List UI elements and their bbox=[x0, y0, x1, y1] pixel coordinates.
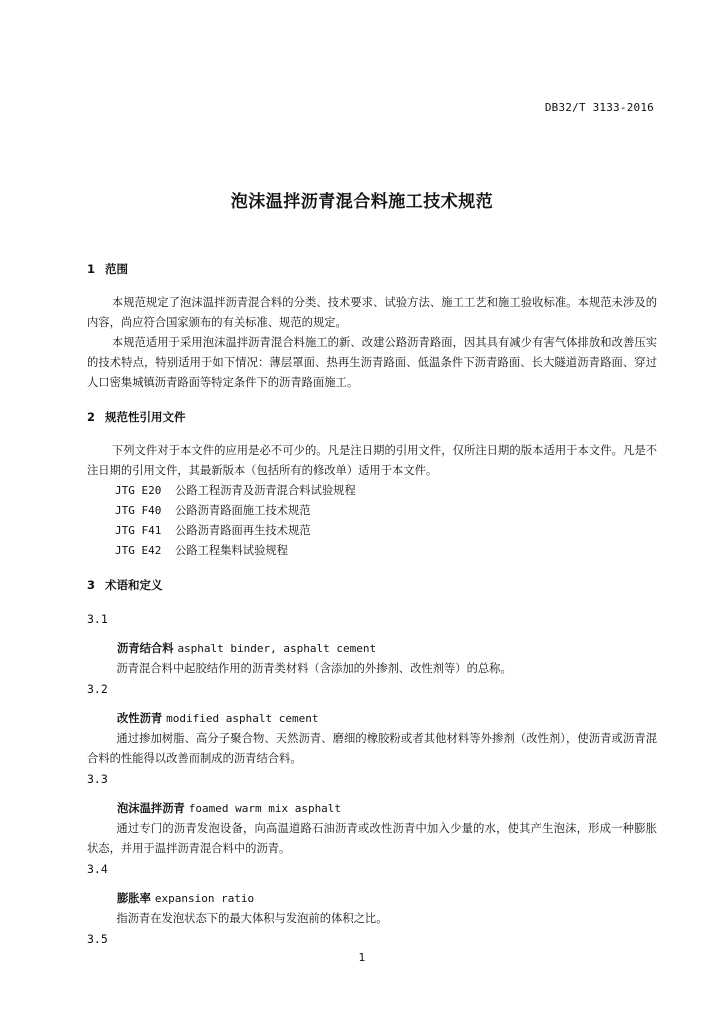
term-title bbox=[117, 889, 657, 909]
reference-code: JTG E42 bbox=[115, 544, 162, 557]
section-title: 范围 bbox=[105, 262, 128, 276]
reference-list bbox=[115, 481, 657, 561]
paragraph: 本规范适用于采用泡沫温拌沥青混合料施工的新、改建公路沥青路面，因其具有减少有害气体排放和改善压实的技术特点，特别适用于如下情况：薄层罩面、热再生沥青路面、低温条件下沥青路面、长大隧道沥青路面、穿过人口密集城镇沥青路面等特定条件下的沥青路面施工。 bbox=[87, 336, 657, 389]
term-definition: 沥青混合料中起胶结作用的沥青类材料（含添加的外掺剂、改性剂等）的总称。 bbox=[116, 662, 512, 675]
term-name-en: modified asphalt cement bbox=[166, 712, 319, 725]
term-number: 3.4 bbox=[87, 862, 108, 876]
term-definition: 通过专门的沥青发泡设备，向高温道路石油沥青或改性沥青中加入少量的水，使其产生泡沫，形成一种膨胀状态，并用于温拌沥青混合料中的沥青。 bbox=[87, 822, 657, 855]
term-definition: 通过掺加树脂、高分子聚合物、天然沥青、磨细的橡胶粉或者其他材料等外掺剂（改性剂），使沥青或沥青混合料的性能得以改善而制成的沥青结合料。 bbox=[87, 732, 657, 765]
term-title bbox=[117, 799, 657, 819]
reference-name: 公路工程集料试验规程 bbox=[175, 544, 288, 557]
section-heading-scope bbox=[87, 259, 657, 279]
term-number: 3.1 bbox=[87, 612, 108, 626]
term-title bbox=[117, 709, 657, 729]
term-name-zh: 沥青结合料 bbox=[117, 642, 174, 655]
section-heading-normative-references bbox=[87, 407, 657, 427]
reference-name: 公路沥青路面施工技术规范 bbox=[175, 504, 311, 517]
section-number: 3 bbox=[87, 578, 96, 592]
standard-code: DB32/T 3133-2016 bbox=[544, 101, 654, 114]
term-number: 3.3 bbox=[87, 772, 108, 786]
section-title: 术语和定义 bbox=[105, 578, 163, 592]
document-body bbox=[87, 259, 657, 949]
term-name-en: foamed warm mix asphalt bbox=[188, 802, 342, 815]
reference-item bbox=[115, 541, 657, 561]
document-title: 泡沫温拌沥青混合料施工技术规范 bbox=[230, 192, 494, 212]
reference-item bbox=[115, 521, 657, 541]
section-number: 1 bbox=[87, 262, 96, 276]
reference-code: JTG E20 bbox=[115, 484, 162, 497]
term-definition: 指沥青在发泡状态下的最大体积与发泡前的体积之比。 bbox=[116, 912, 388, 925]
reference-name: 公路工程沥青及沥青混合料试验规程 bbox=[175, 484, 356, 497]
section-heading-terms-definitions bbox=[87, 575, 657, 595]
term-name-zh: 膨胀率 bbox=[117, 892, 151, 905]
section-title: 规范性引用文件 bbox=[105, 410, 186, 424]
term-number: 3.2 bbox=[87, 682, 108, 696]
reference-item bbox=[115, 501, 657, 521]
section-number: 2 bbox=[87, 410, 96, 424]
term-number: 3.5 bbox=[87, 932, 108, 946]
page-number: 1 bbox=[358, 951, 366, 964]
term-name-en: asphalt binder, asphalt cement bbox=[177, 642, 377, 655]
term-name-en: expansion ratio bbox=[154, 892, 255, 905]
term-name-zh: 泡沫温拌沥青 bbox=[117, 802, 185, 815]
reference-item bbox=[115, 481, 657, 501]
paragraph: 下列文件对于本文件的应用是必不可少的。凡是注日期的引用文件，仅所注日期的版本适用于本文件。凡是不注日期的引用文件，其最新版本（包括所有的修改单）适用于本文件。 bbox=[87, 444, 657, 477]
reference-code: JTG F41 bbox=[115, 524, 162, 537]
reference-name: 公路沥青路面再生技术规范 bbox=[175, 524, 311, 537]
reference-code: JTG F40 bbox=[115, 504, 162, 517]
term-name-zh: 改性沥青 bbox=[117, 712, 163, 725]
paragraph: 本规范规定了泡沫温拌沥青混合料的分类、技术要求、试验方法、施工工艺和施工验收标准。本规范未涉及的内容，尚应符合国家颁布的有关标准、规范的规定。 bbox=[87, 296, 657, 329]
term-title bbox=[117, 639, 657, 659]
